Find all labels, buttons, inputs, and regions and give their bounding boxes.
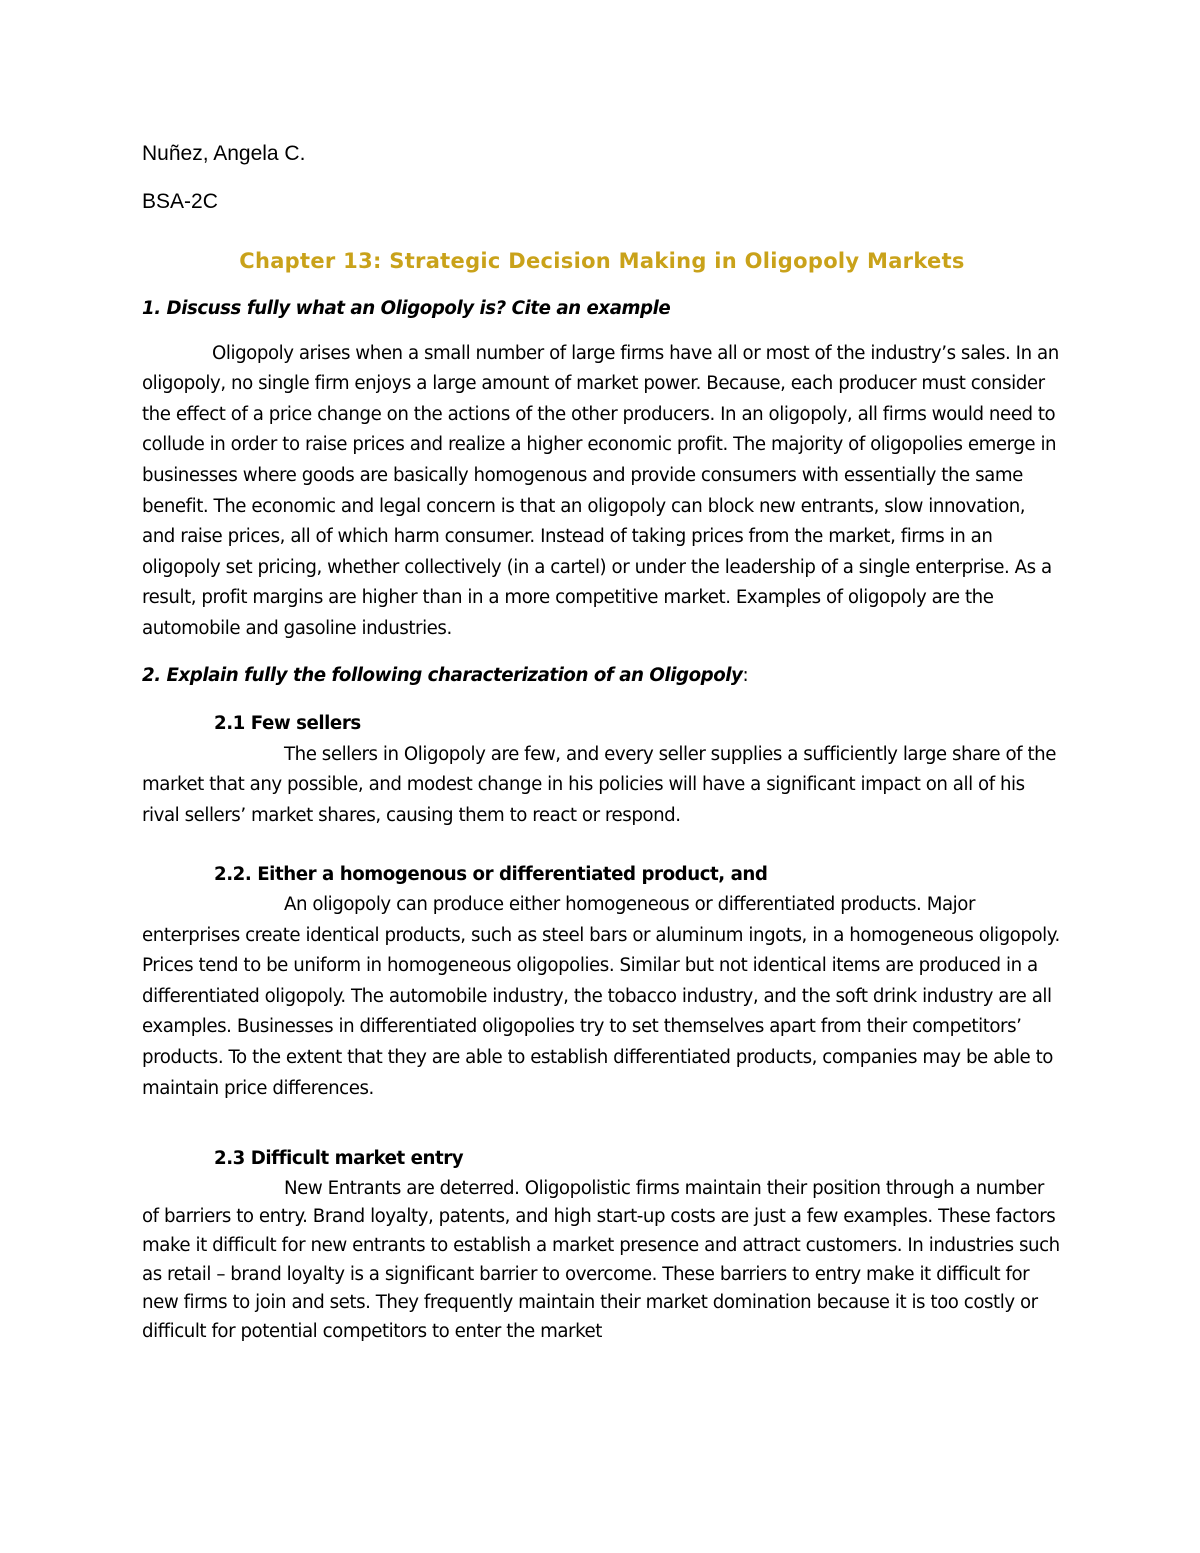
question-1: 1. Discuss fully what an Oligopoly is? Cite an example xyxy=(142,298,671,319)
section-text-few-sellers: The sellers in Oligopoly are few, and every seller supplies a sufficiently large share of the market that any possible, and modest change in his policies will have a significant impact on all of his rival sellers’ market shares, causing them to react or respond. xyxy=(142,743,1056,826)
student-section: BSA-2C xyxy=(142,190,218,213)
answer-1-paragraph: Oligopoly arises when a small number of large firms have all or most of the industry’s sales. In an oligopoly, no single firm enjoys a large amount of market power. Because, each producer must consider the effect of a price change on the actions of the other producers. In an oligopoly, all firms would need to collude in order to raise prices and realize a higher economic profit. The majority of oligopolies emerge in businesses where goods are basically homogenous and provide consumers with essentially the same benefit. The economic and legal concern is that an oligopoly can block new entrants, slow innovation, and raise prices, all of which harm consumer. Instead of taking prices from the market, firms in an oligopoly set pricing, whether collectively (in a cartel) or under the leadership of a single enterprise. As a result, profit margins are higher than in a more competitive market. Examples of oligopoly are the automobile and gasoline industries. xyxy=(142,342,1059,639)
question-2-text: 2. Explain fully the following characterization of an Oligopoly xyxy=(142,664,743,686)
student-name: Nuñez, Angela C. xyxy=(142,142,306,165)
section-heading-few-sellers: 2.1 Few sellers xyxy=(214,713,361,735)
document-content xyxy=(142,140,1062,1346)
section-heading-product-type: 2.2. Either a homogenous or differentiated product, and xyxy=(214,863,768,885)
section-text-product-type: An oligopoly can produce either homogeneous or differentiated products. Major enterprises create identical products, such as steel bars or aluminum ingots, in a homogeneous oligopoly. Prices tend to be uniform in homogeneous oligopolies. Similar but not identical items are produced in a differentiated oligopoly. The automobile industry, the tobacco industry, and the soft drink industry are all examples. Businesses in differentiated oligopolies try to set themselves apart from their competitors’ products. To the extent that they are able to establish differentiated products, companies may be able to maintain price differences. xyxy=(142,894,1060,1099)
section-text-market-entry: New Entrants are deterred. Oligopolistic firms maintain their position through a number of barriers to entry. Brand loyalty, patents, and high start-up costs are just a few examples. These factors make it difficult for new entrants to establish a market presence and attract customers. In industries such as retail – brand loyalty is a significant barrier to overcome. These barriers to entry make it difficult for new firms to join and sets. They frequently maintain their market domination because it is too costly or difficult for potential competitors to enter the market xyxy=(142,1177,1060,1342)
document-body xyxy=(142,294,1062,1346)
question-2-colon: : xyxy=(742,664,749,686)
section-heading-market-entry: 2.3 Difficult market entry xyxy=(214,1148,464,1170)
chapter-title: Chapter 13: Strategic Decision Making in Oligopoly Markets xyxy=(239,249,965,273)
question-2 xyxy=(142,661,1062,692)
